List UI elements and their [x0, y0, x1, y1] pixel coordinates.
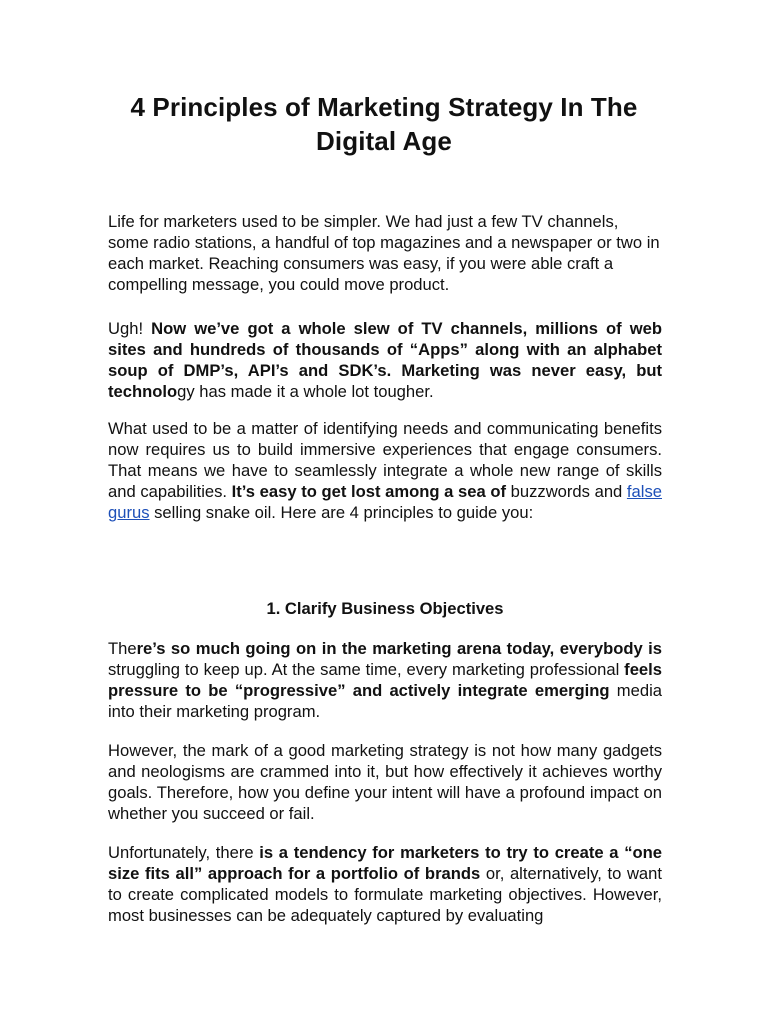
p2-text-a: Ugh! — [108, 319, 152, 338]
p3-text-d: selling snake oil. Here are 4 principles to guide you: — [149, 503, 534, 522]
p6-text-bold: is a tendency for marketers to try to create a “one size fits all” approach for a portfolio of brands — [108, 843, 662, 883]
paragraph-tendency — [108, 842, 662, 926]
paragraph-arena — [108, 638, 662, 722]
p4-text-c: struggling to keep up. At the same time, every marketing professional — [108, 660, 625, 679]
title-line-2: Digital Age — [316, 126, 452, 156]
paragraph-ugh — [108, 318, 662, 402]
p2-text-c: gy has made it a whole lot tougher. — [177, 382, 434, 401]
false-gurus-link[interactable]: false gurus — [108, 482, 662, 522]
p3-text-bold: It’s easy to get lost among a sea of — [231, 482, 507, 501]
p4-text-bold-1: re’s so much going on in the marketing arena today, everybody is — [136, 639, 662, 658]
paragraph-immersive — [108, 418, 662, 523]
section-heading-1: 1. Clarify Business Objectives — [266, 599, 504, 618]
paragraph-intro: Life for marketers used to be simpler. We had just a few TV channels, some radio stations, a handful of top magazines and a newspaper or two in each market. Reaching consumers was easy, if you were able craft a compelling message, you could move product. — [108, 212, 660, 294]
p3-text-a: What used to be a matter of identifying needs and communicating benefits now requires us to build immersive experiences that engage consumers. That means we have to seamlessly integrate a whole new range of skills and capabilities. — [108, 419, 662, 501]
p6-text-a: Unfortunately, there — [108, 843, 260, 862]
p6-text-c: or, alternatively, to want to create complicated models to formulate marketing objectives. However, most businesses can be adequately captured by evaluating — [108, 864, 663, 925]
p2-text-bold: Now we’ve got a whole slew of TV channels, millions of web sites and hundreds of thousands of “Apps” along with an alphabet soup of DMP’s, API’s and SDK’s. Marketing was never easy, but technolo — [108, 319, 662, 401]
p4-text-a: The — [108, 639, 137, 658]
document-title — [60, 90, 708, 158]
paragraph-mark: However, the mark of a good marketing strategy is not how many gadgets and neologisms are crammed into it, but how effectively it achieves worthy goals. Therefore, how you define your intent will have a profound impact on whether you succeed or fail. — [108, 741, 662, 823]
title-line-1: 4 Principles of Marketing Strategy In The — [130, 92, 638, 122]
p3-text-c: buzzwords and — [506, 482, 627, 501]
p4-text-bold-2: feels pressure to be “progressive” and actively integrate emerging — [108, 660, 662, 700]
p4-text-e: media into their marketing program. — [108, 681, 662, 721]
